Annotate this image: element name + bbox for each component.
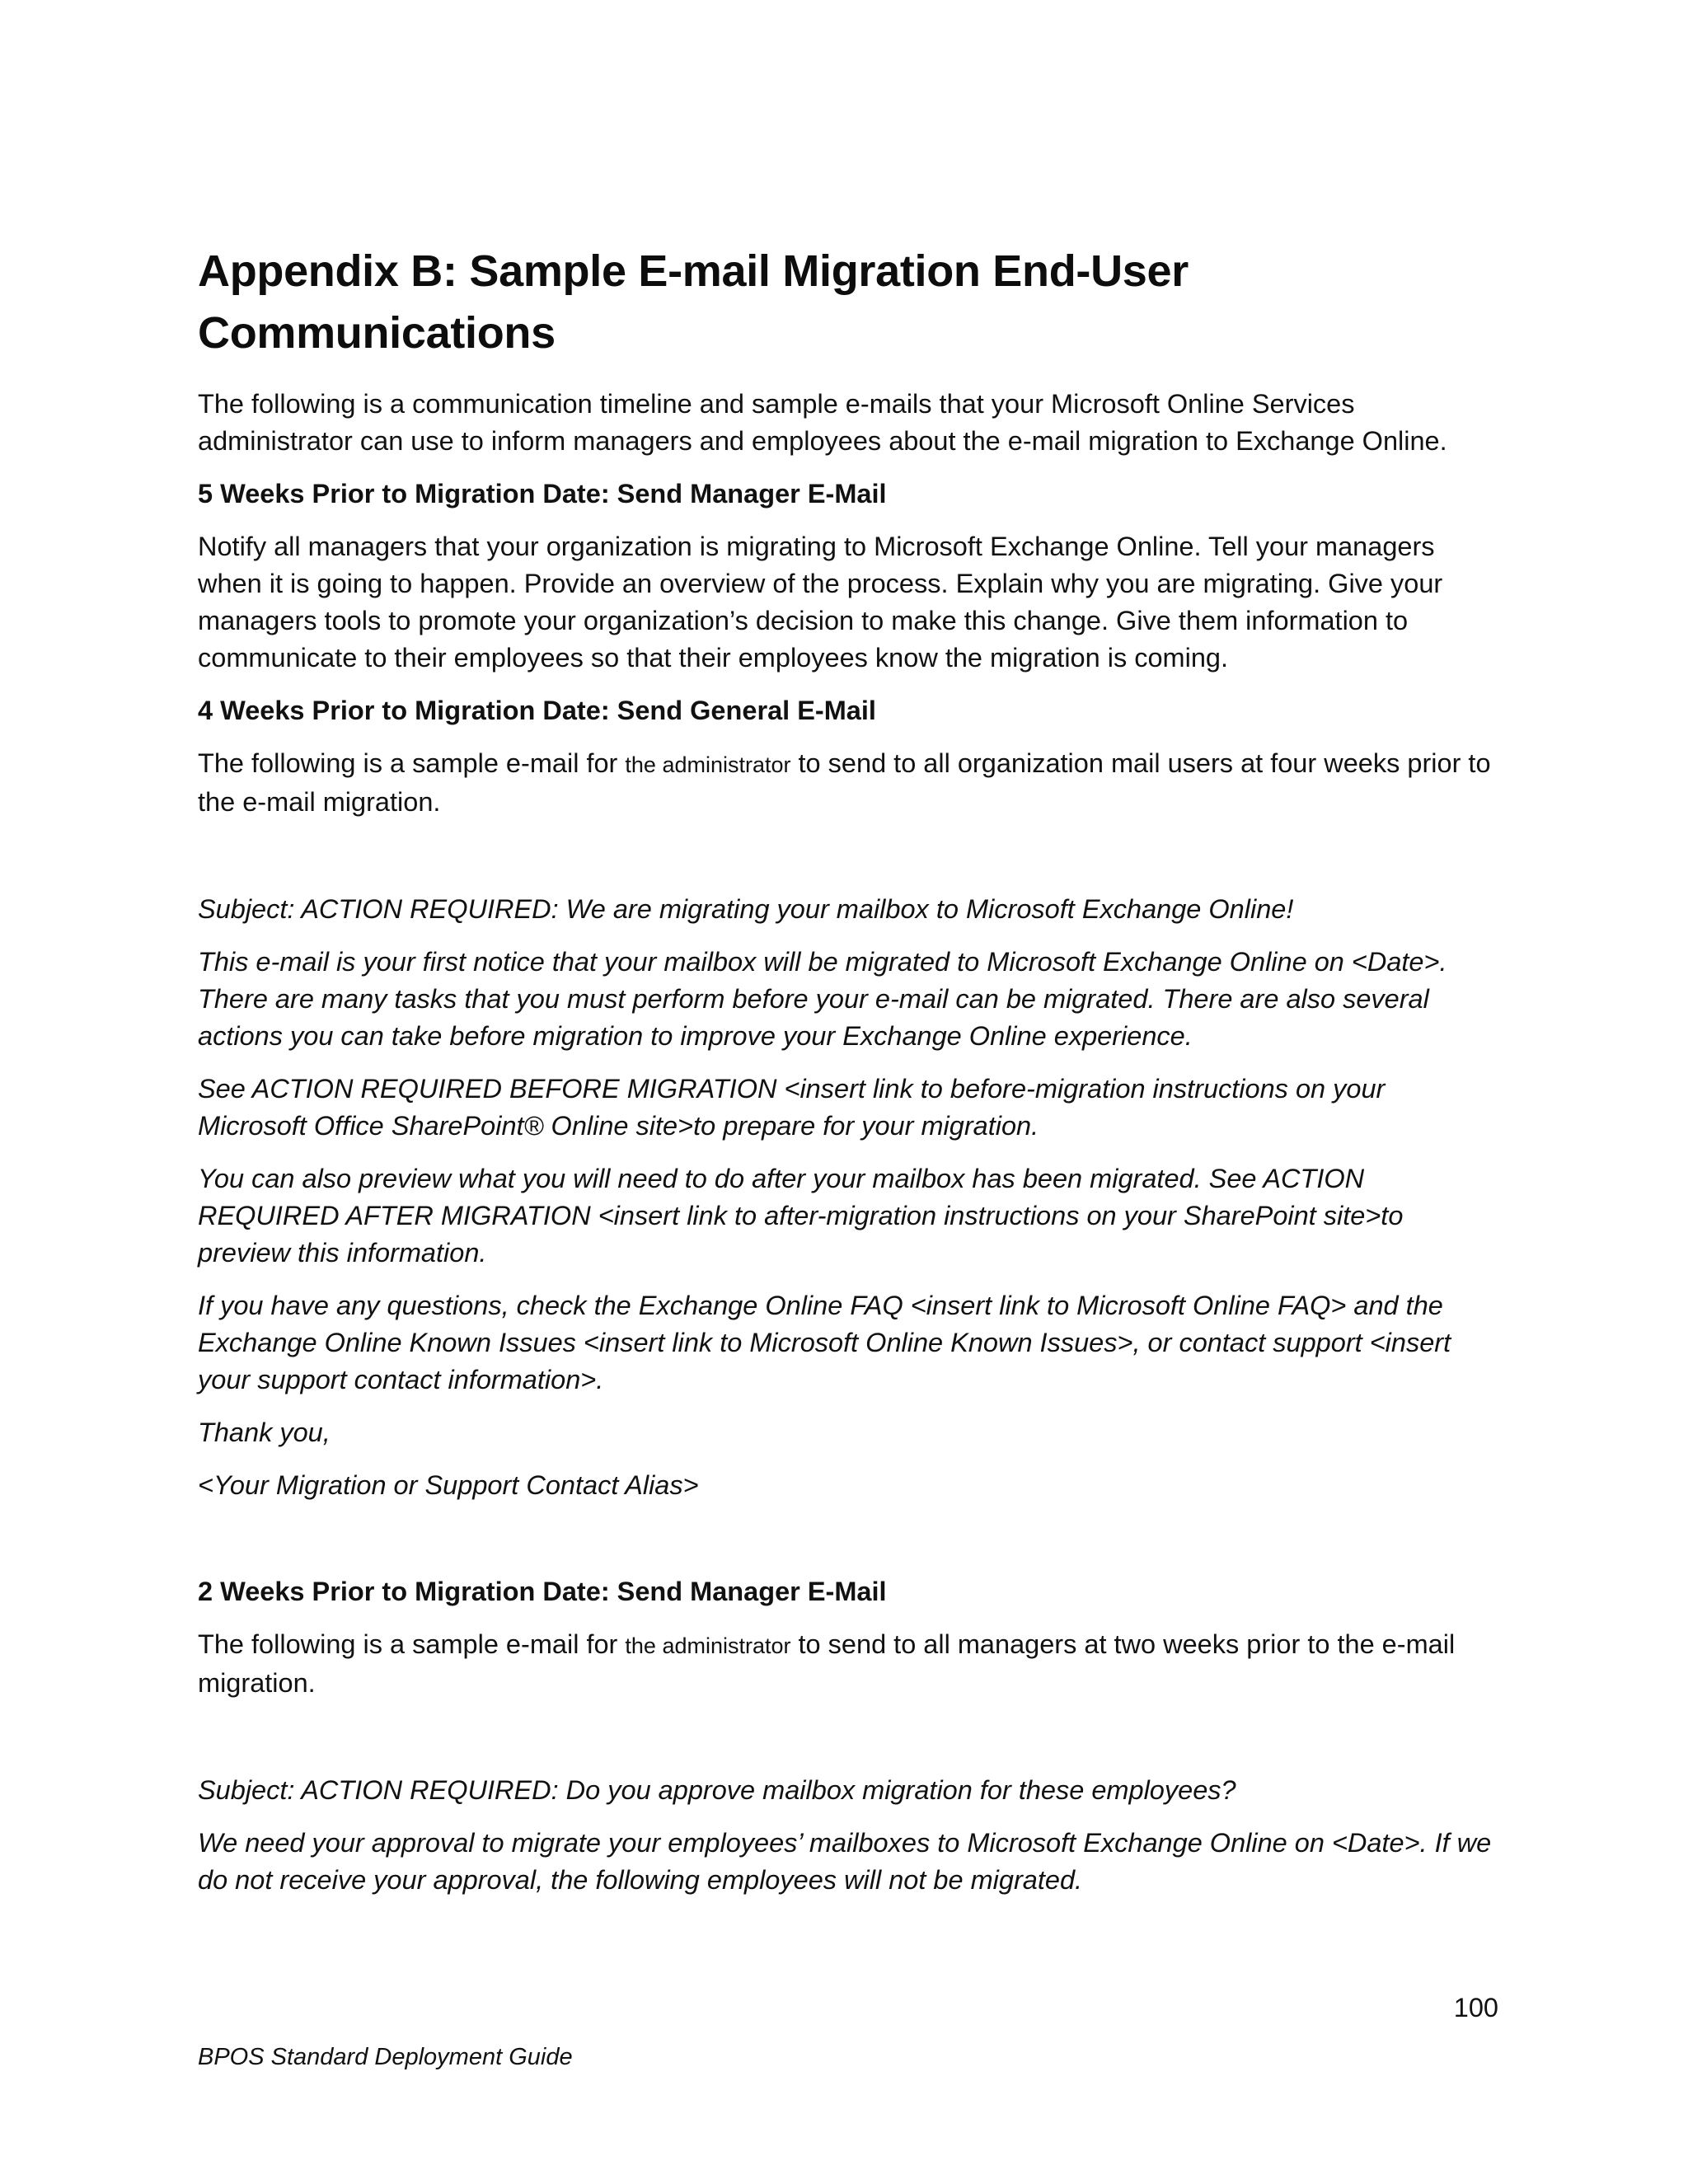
body-text-end: to send to all managers at two weeks prior to the e-mail migration. bbox=[198, 1629, 1456, 1698]
section-heading-2-weeks: 2 Weeks Prior to Migration Date: Send Manager E-Mail bbox=[198, 1577, 887, 1606]
footer-title: BPOS Standard Deployment Guide bbox=[198, 2044, 573, 2070]
body-text-start: The following is a sample e-mail for bbox=[198, 1629, 626, 1659]
email-paragraph-questions: If you have any questions, check the Exchange Online FAQ <insert link to Microsoft Online FAQ> and the Exchange Online Known Issues <insert link to Microsoft Online Known Issues>, or contact support <insert your support contact information>. bbox=[198, 1291, 1451, 1394]
intro-paragraph: The following is a communication timeline and sample e-mails that your Microsoft Online Services administrator can use to inform managers and employees about the e-mail migration to Exchange Online. bbox=[198, 389, 1447, 456]
section-body-2-weeks bbox=[198, 1626, 1500, 1702]
body-text-start: The following is a sample e-mail for bbox=[198, 748, 626, 778]
email-paragraph-first-notice: This e-mail is your first notice that your mailbox will be migrated to Microsoft Exchange Online on <Date>. There are many tasks that you must perform before your e-mail can be migrated. There are also several actions you can take before migration to improve your Exchange Online experience. bbox=[198, 947, 1447, 1051]
page-content bbox=[198, 241, 1500, 1915]
email-closing: Thank you, bbox=[198, 1418, 331, 1447]
email-paragraph-after-migration: You can also preview what you will need to do after your mailbox has been migrated. See ACTION REQUIRED AFTER MIGRATION <insert link to after-migration instructions on your SharePoint site>to preview this information. bbox=[198, 1164, 1404, 1268]
email-paragraph-approval: We need your approval to migrate your employees’ mailboxes to Microsoft Exchange Online on <Date>. If we do not receive your approval, the following employees will not be migrated. bbox=[198, 1828, 1492, 1895]
spacer bbox=[198, 837, 1500, 891]
body-text-end: to send to all organization mail users at four weeks prior to the e-mail migration. bbox=[198, 748, 1491, 817]
section-heading-5-weeks: 5 Weeks Prior to Migration Date: Send Manager E-Mail bbox=[198, 479, 887, 509]
page-number: 100 bbox=[1453, 1993, 1498, 2022]
administrator-text: the administrator bbox=[625, 1633, 791, 1658]
spacer bbox=[198, 1520, 1500, 1573]
email-subject-approval: Subject: ACTION REQUIRED: Do you approve mailbox migration for these employees? bbox=[198, 1775, 1236, 1805]
email-paragraph-before-migration: See ACTION REQUIRED BEFORE MIGRATION <insert link to before-migration instructions on your Microsoft Office SharePoint® Online site>to prepare for your migration. bbox=[198, 1074, 1386, 1141]
page-title: Appendix B: Sample E-mail Migration End-User Communications bbox=[198, 246, 1189, 358]
email-signature: <Your Migration or Support Contact Alias> bbox=[198, 1470, 699, 1500]
administrator-text: the administrator bbox=[625, 752, 791, 777]
email-subject-general: Subject: ACTION REQUIRED: We are migrating your mailbox to Microsoft Exchange Online! bbox=[198, 894, 1294, 924]
section-body-4-weeks bbox=[198, 745, 1500, 821]
section-body-5-weeks: Notify all managers that your organization is migrating to Microsoft Exchange Online. Tell your managers when it is going to happen. Provide an overview of the process. Explain why you are migrating. Give your managers tools to promote your organization’s decision to make this change. Give them information to communicate to their employees so that their employees know the migration is coming. bbox=[198, 532, 1443, 673]
section-heading-4-weeks: 4 Weeks Prior to Migration Date: Send General E-Mail bbox=[198, 696, 876, 725]
spacer bbox=[198, 1718, 1500, 1772]
